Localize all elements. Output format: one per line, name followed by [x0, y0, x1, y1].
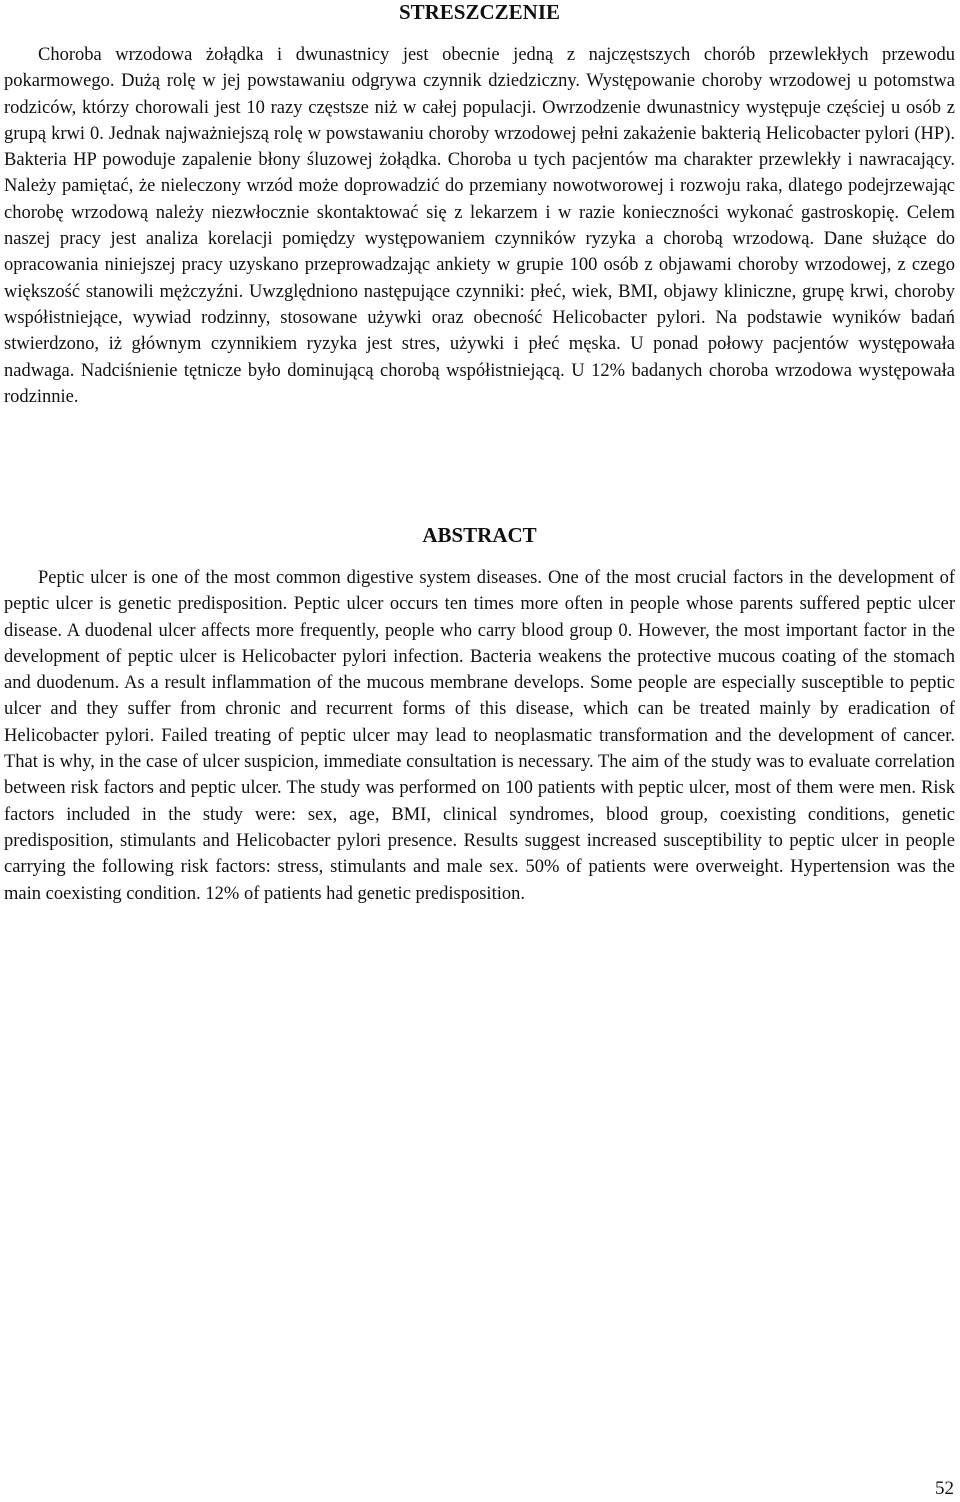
abstract-section	[4, 522, 955, 907]
streszczenie-heading: STRESZCZENIE	[398, 0, 561, 24]
abstract-heading: ABSTRACT	[422, 523, 537, 547]
page-number: 52	[935, 1478, 954, 1499]
streszczenie-paragraph: Choroba wrzodowa żołądka i dwunastnicy jest obecnie jedną z najczęstszych chorób przewlekłych przewodu pokarmowego. Dużą rolę w jej powstawaniu odgrywa czynnik dziedziczny. Występowanie choroby wrzodowej u potomstwa rodziców, którzy chorowali jest 10 razy częstsze niż w całej populacji. Owrzodzenie dwunastnicy występuje częściej u osób z grupą krwi 0. Jednak najważniejszą rolę w powstawaniu choroby wrzodowej pełni zakażenie bakterią Helicobacter pylori (HP). Bakteria HP powoduje zapalenie błony śluzowej żołądka. Choroba u tych pacjentów ma charakter przewlekły i nawracający. Należy pamiętać, że nieleczony wrzód może doprowadzić do przemiany nowotworowej i rozwoju raka, dlatego podejrzewając chorobę wrzodową należy niezwłocznie skontaktować się z lekarzem i w razie konieczności wykonać gastroskopię. Celem naszej pracy jest analiza korelacji pomiędzy występowaniem czynników ryzyka a chorobą wrzodową. Dane służące do opracowania niniejszej pracy uzyskano przeprowadzając ankiety w grupie 100 osób z objawami choroby wrzodowej, z czego większość stanowili mężczyźni. Uwzględniono następujące czynniki: płeć, wiek, BMI, objawy kliniczne, grupę krwi, choroby współistniejące, wywiad rodzinny, stosowane używki oraz obecność Helicobacter pylori. Na podstawie wyników badań stwierdzono, iż głównym czynnikiem ryzyka jest stres, używki i płeć męska. U ponad połowy pacjentów występowała nadwaga. Nadciśnienie tętnicze było dominującą chorobą współistniejącą. U 12% badanych choroba wrzodowa występowała rodzinnie.	[4, 45, 955, 407]
streszczenie-section	[4, 0, 955, 410]
abstract-paragraph: Peptic ulcer is one of the most common digestive system diseases. One of the most crucial factors in the development of peptic ulcer is genetic predisposition. Peptic ulcer occurs ten times more often in people whose parents suffered peptic ulcer disease. A duodenal ulcer affects more frequently, people who carry blood group 0. However, the most important factor in the development of peptic ulcer is Helicobacter pylori infection. Bacteria weakens the protective mucous coating of the stomach and duodenum. As a result inflammation of the mucous membrane develops. Some people are especially susceptible to peptic ulcer and they suffer from chronic and recurrent forms of this disease, which can be treated mainly by eradication of Helicobacter pylori. Failed treating of peptic ulcer may lead to neoplasmatic transformation and the development of cancer. That is why, in the case of ulcer suspicion, immediate consultation is necessary. The aim of the study was to evaluate correlation between risk factors and peptic ulcer. The study was performed on 100 patients with peptic ulcer, most of them were men. Risk factors included in the study were: sex, age, BMI, clinical syndromes, blood group, coexisting conditions, genetic predisposition, stimulants and Helicobacter pylori presence. Results suggest increased susceptibility to peptic ulcer in people carrying the following risk factors: stress, stimulants and male sex. 50% of patients were overweight. Hypertension was the main coexisting condition. 12% of patients had genetic predisposition.	[4, 568, 955, 904]
